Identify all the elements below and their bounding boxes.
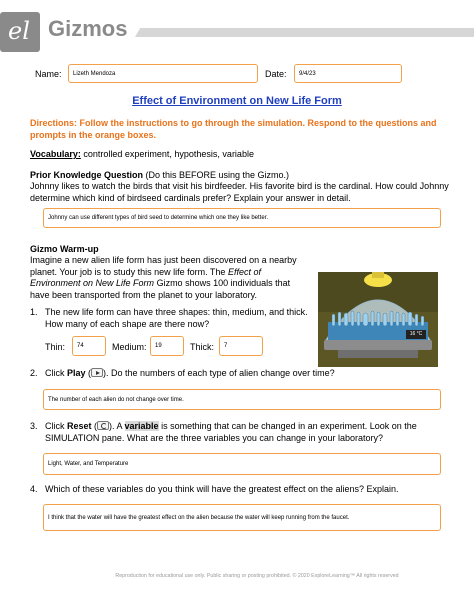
prior-knowledge-heading [30, 170, 450, 182]
vocabulary-label: Vocabulary: [30, 149, 81, 159]
q3-post2: is something that can be changed in an experiment. Look on the SIMULATION pane. What are the three variables you can change in your laboratory? [45, 421, 417, 443]
name-value: Lizeth Mendoza [73, 70, 116, 77]
prior-answer-box[interactable] [43, 208, 441, 228]
thin-count: 74 [77, 343, 84, 349]
q2-answer-box[interactable] [43, 389, 441, 410]
medium-label: Medium: [112, 342, 147, 352]
q3-number: 3. [30, 421, 38, 431]
q2-number: 2. [30, 368, 38, 378]
thick-count: 7 [224, 343, 228, 349]
q3-text [45, 421, 445, 444]
logo-glyph: el [8, 17, 30, 45]
q3-answer: Light, Water, and Temperature [48, 461, 129, 467]
name-label: Name: [35, 69, 62, 79]
play-icon [91, 368, 103, 377]
medium-count: 19 [155, 343, 162, 349]
medium-count-box[interactable] [150, 336, 184, 356]
prior-heading-bold: Prior Knowledge Question [30, 170, 144, 180]
q3-mid: ( [91, 421, 98, 431]
q4-text: Which of these variables do you think will have the greatest effect on the aliens? Explain. [45, 484, 399, 494]
vocabulary-terms: controlled experiment, hypothesis, variable [80, 149, 254, 159]
warmup-heading: Gizmo Warm-up [30, 244, 99, 254]
q3-pre: Click [45, 421, 67, 431]
vocabulary-line [30, 149, 450, 161]
explorelearning-logo [0, 12, 40, 52]
header-decor-bar [135, 28, 474, 37]
q2-text [45, 368, 445, 380]
warmup-intro-part1: Imagine a new alien life form has just been discovered on a nearby planet. Your job is to study this new life form. The [30, 255, 297, 277]
gizmo-name-italic: Effect of Environment on New Life Form [30, 266, 261, 288]
name-field[interactable] [68, 64, 258, 83]
thin-label: Thin: [45, 342, 66, 352]
prior-knowledge-question: Johnny likes to watch the birds that visit his birdfeeder. His favorite bird is the cardinal. How could Johnny determine which kind of birdseed cardinals prefer? Explain your answer in detail. [30, 181, 449, 203]
warmup-intro-part2: Gizmo shows 100 individuals that have been transported from the planet to your laboratory. [30, 278, 291, 300]
q4-number: 4. [30, 484, 38, 494]
page-title: Effect of Environment on New Life Form [132, 95, 342, 107]
q2-answer: The number of each alien do not change over time. [48, 396, 184, 403]
q3-reset-word: Reset [67, 421, 92, 431]
q2-post: ). Do the numbers of each type of alien change over time? [103, 368, 335, 378]
date-value: 9/4/23 [299, 70, 316, 77]
thick-label: Thick: [190, 342, 215, 352]
date-label: Date: [265, 69, 287, 79]
brand-name: Gizmos [48, 16, 128, 41]
directions-text: Directions: Follow the instructions to go through the simulation. Respond to the questions and prompts in the orange boxes. [30, 118, 437, 140]
date-field[interactable] [294, 64, 402, 83]
q2-pre: Click [45, 368, 67, 378]
prior-answer: Johnny can use different types of bird seed to determine which one they like better. [48, 215, 269, 221]
q2-play-word: Play [67, 368, 86, 378]
reset-icon [97, 421, 109, 430]
q4-answer-box[interactable] [43, 504, 441, 531]
prior-heading-note: (Do this BEFORE using the Gizmo.) [143, 170, 290, 180]
q4-answer: I think that the water will have the greatest effect on the alien because the water will keep running from the faucet. [48, 514, 350, 521]
q3-post1: ). A [109, 421, 125, 431]
lab-dome-illustration [318, 272, 438, 367]
simulation-image [318, 272, 438, 367]
q3-answer-box[interactable] [43, 453, 441, 475]
q1-text: The new life form can have three shapes: thin, medium, and thick. How many of each shape are there now? [45, 307, 308, 329]
copyright-footer: Reproduction for educational use only. Public sharing or posting prohibited. © 2020 ExploreLearning™ All rights reserved [115, 573, 399, 579]
warmup-intro [30, 255, 310, 301]
temperature-readout: 16 °C [409, 331, 423, 337]
q2-mid: ( [85, 368, 92, 378]
q3-variable-term: variable [124, 421, 159, 431]
gizmos-header [0, 0, 474, 55]
q1-number: 1. [30, 307, 38, 317]
thin-count-box[interactable] [72, 336, 106, 356]
thick-count-box[interactable] [219, 336, 263, 356]
